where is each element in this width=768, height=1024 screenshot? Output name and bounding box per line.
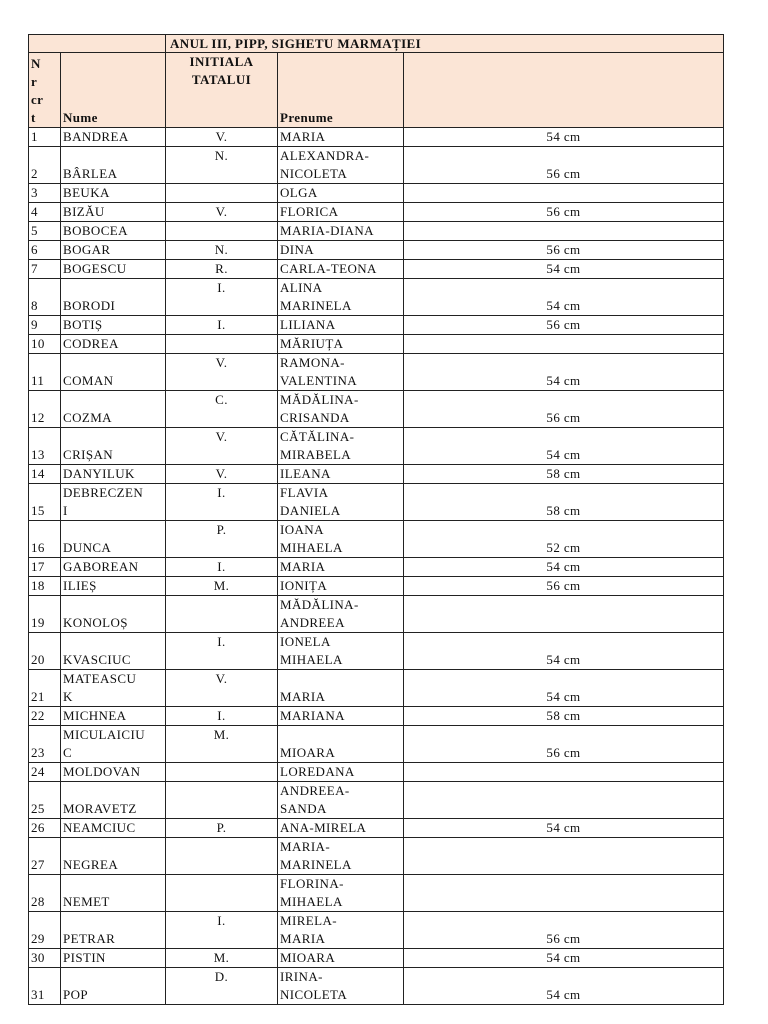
title-spacer — [29, 35, 166, 53]
table-row — [29, 633, 724, 670]
last-name: COZMA — [61, 391, 166, 428]
father-initial — [166, 335, 278, 354]
father-initial: I. — [166, 279, 278, 316]
row-number: 3 — [29, 184, 61, 203]
size-value: 54 cm — [404, 819, 724, 838]
last-name: NEMET — [61, 875, 166, 912]
row-number: 7 — [29, 260, 61, 279]
row-number: 30 — [29, 949, 61, 968]
header-row — [29, 53, 724, 128]
size-value — [404, 335, 724, 354]
father-initial: V. — [166, 354, 278, 391]
size-value: 54 cm — [404, 633, 724, 670]
row-number: 17 — [29, 558, 61, 577]
table-row — [29, 726, 724, 763]
first-name: DINA — [278, 241, 404, 260]
first-name: IONELA MIHAELA — [278, 633, 404, 670]
father-initial: M. — [166, 949, 278, 968]
header-size — [404, 53, 724, 128]
row-number: 25 — [29, 782, 61, 819]
first-name: MĂRIUȚA — [278, 335, 404, 354]
header-nr: N r cr t — [29, 53, 61, 128]
last-name: KONOLOȘ — [61, 596, 166, 633]
first-name: MIRELA- MARIA — [278, 912, 404, 949]
size-value: 54 cm — [404, 558, 724, 577]
header-father-initial: INITIALA TATALUI — [166, 53, 278, 128]
father-initial: I. — [166, 633, 278, 670]
row-number: 5 — [29, 222, 61, 241]
table-row — [29, 596, 724, 633]
table-row — [29, 558, 724, 577]
table-row — [29, 428, 724, 465]
size-value: 56 cm — [404, 241, 724, 260]
size-value: 52 cm — [404, 521, 724, 558]
table-row — [29, 354, 724, 391]
row-number: 22 — [29, 707, 61, 726]
last-name: BOGESCU — [61, 260, 166, 279]
last-name: NEGREA — [61, 838, 166, 875]
father-initial: P. — [166, 819, 278, 838]
last-name: BOTIȘ — [61, 316, 166, 335]
father-initial: M. — [166, 726, 278, 763]
last-name: MATEASCU K — [61, 670, 166, 707]
first-name: OLGA — [278, 184, 404, 203]
first-name: ALINA MARINELA — [278, 279, 404, 316]
row-number: 31 — [29, 968, 61, 1005]
last-name: MICHNEA — [61, 707, 166, 726]
table-row — [29, 875, 724, 912]
last-name: PISTIN — [61, 949, 166, 968]
table-row — [29, 819, 724, 838]
table-row — [29, 203, 724, 222]
row-number: 28 — [29, 875, 61, 912]
first-name: FLORICA — [278, 203, 404, 222]
roster-sheet — [28, 34, 724, 1005]
last-name: BÂRLEA — [61, 147, 166, 184]
father-initial: V. — [166, 465, 278, 484]
last-name: NEAMCIUC — [61, 819, 166, 838]
father-initial: V. — [166, 428, 278, 465]
father-initial: M. — [166, 577, 278, 596]
row-number: 11 — [29, 354, 61, 391]
row-number: 20 — [29, 633, 61, 670]
first-name: MARIA — [278, 670, 404, 707]
first-name: MIOARA — [278, 949, 404, 968]
last-name: ILIEȘ — [61, 577, 166, 596]
father-initial: P. — [166, 521, 278, 558]
row-number: 1 — [29, 128, 61, 147]
father-initial — [166, 596, 278, 633]
row-number: 19 — [29, 596, 61, 633]
size-value: 54 cm — [404, 354, 724, 391]
last-name: BORODI — [61, 279, 166, 316]
table-row — [29, 316, 724, 335]
table-row — [29, 577, 724, 596]
table-row — [29, 335, 724, 354]
size-value — [404, 222, 724, 241]
row-number: 26 — [29, 819, 61, 838]
size-value: 54 cm — [404, 968, 724, 1005]
last-name: MORAVETZ — [61, 782, 166, 819]
first-name: MARIA — [278, 128, 404, 147]
father-initial — [166, 838, 278, 875]
father-initial — [166, 782, 278, 819]
size-value — [404, 875, 724, 912]
size-value: 58 cm — [404, 707, 724, 726]
last-name: POP — [61, 968, 166, 1005]
size-value: 54 cm — [404, 949, 724, 968]
father-initial: C. — [166, 391, 278, 428]
first-name: MARIA-DIANA — [278, 222, 404, 241]
table-row — [29, 279, 724, 316]
first-name: RAMONA- VALENTINA — [278, 354, 404, 391]
table-row — [29, 241, 724, 260]
first-name: FLAVIA DANIELA — [278, 484, 404, 521]
first-name: MARIA- MARINELA — [278, 838, 404, 875]
first-name: MĂDĂLINA- CRISANDA — [278, 391, 404, 428]
first-name: IRINA- NICOLETA — [278, 968, 404, 1005]
table-row — [29, 521, 724, 558]
row-number: 8 — [29, 279, 61, 316]
size-value — [404, 838, 724, 875]
last-name: PETRAR — [61, 912, 166, 949]
row-number: 27 — [29, 838, 61, 875]
last-name: GABOREAN — [61, 558, 166, 577]
roster-table — [28, 34, 724, 1005]
row-number: 29 — [29, 912, 61, 949]
first-name: MARIA — [278, 558, 404, 577]
first-name: IONIȚA — [278, 577, 404, 596]
first-name: ALEXANDRA- NICOLETA — [278, 147, 404, 184]
father-initial — [166, 184, 278, 203]
table-row — [29, 782, 724, 819]
row-number: 9 — [29, 316, 61, 335]
first-name: ANA-MIRELA — [278, 819, 404, 838]
father-initial — [166, 222, 278, 241]
last-name: MICULAICIU C — [61, 726, 166, 763]
table-row — [29, 707, 724, 726]
size-value: 56 cm — [404, 577, 724, 596]
table-row — [29, 391, 724, 428]
last-name: BIZĂU — [61, 203, 166, 222]
father-initial: N. — [166, 147, 278, 184]
table-row — [29, 949, 724, 968]
last-name: CRIȘAN — [61, 428, 166, 465]
first-name: MĂDĂLINA- ANDREEA — [278, 596, 404, 633]
father-initial: V. — [166, 670, 278, 707]
table-row — [29, 763, 724, 782]
row-number: 23 — [29, 726, 61, 763]
first-name: CĂTĂLINA- MIRABELA — [278, 428, 404, 465]
header-first-name: Prenume — [278, 53, 404, 128]
father-initial: I. — [166, 707, 278, 726]
last-name: BOBOCEA — [61, 222, 166, 241]
size-value: 54 cm — [404, 428, 724, 465]
document-title: ANUL III, PIPP, SIGHETU MARMAȚIEI — [166, 35, 724, 53]
father-initial: R. — [166, 260, 278, 279]
father-initial: I. — [166, 484, 278, 521]
last-name: DUNCA — [61, 521, 166, 558]
title-row — [29, 35, 724, 53]
row-number: 6 — [29, 241, 61, 260]
size-value: 56 cm — [404, 726, 724, 763]
father-initial: D. — [166, 968, 278, 1005]
size-value: 56 cm — [404, 147, 724, 184]
father-initial: I. — [166, 912, 278, 949]
table-row — [29, 222, 724, 241]
size-value — [404, 763, 724, 782]
table-row — [29, 465, 724, 484]
father-initial: I. — [166, 558, 278, 577]
last-name: DEBRECZEN I — [61, 484, 166, 521]
first-name: ILEANA — [278, 465, 404, 484]
table-row — [29, 912, 724, 949]
last-name: MOLDOVAN — [61, 763, 166, 782]
table-row — [29, 184, 724, 203]
row-number: 13 — [29, 428, 61, 465]
first-name: IOANA MIHAELA — [278, 521, 404, 558]
table-row — [29, 484, 724, 521]
row-number: 16 — [29, 521, 61, 558]
table-row — [29, 670, 724, 707]
size-value: 56 cm — [404, 203, 724, 222]
row-number: 15 — [29, 484, 61, 521]
first-name: LOREDANA — [278, 763, 404, 782]
size-value — [404, 184, 724, 203]
first-name: LILIANA — [278, 316, 404, 335]
header-name: Nume — [61, 53, 166, 128]
size-value: 54 cm — [404, 128, 724, 147]
table-row — [29, 968, 724, 1005]
size-value: 56 cm — [404, 316, 724, 335]
row-number: 18 — [29, 577, 61, 596]
size-value: 54 cm — [404, 260, 724, 279]
table-row — [29, 128, 724, 147]
last-name: BEUKA — [61, 184, 166, 203]
size-value — [404, 596, 724, 633]
size-value: 54 cm — [404, 279, 724, 316]
size-value: 56 cm — [404, 912, 724, 949]
row-number: 4 — [29, 203, 61, 222]
father-initial — [166, 875, 278, 912]
father-initial: V. — [166, 128, 278, 147]
first-name: MIOARA — [278, 726, 404, 763]
last-name: DANYILUK — [61, 465, 166, 484]
size-value: 58 cm — [404, 465, 724, 484]
first-name: FLORINA- MIHAELA — [278, 875, 404, 912]
father-initial: N. — [166, 241, 278, 260]
father-initial: I. — [166, 316, 278, 335]
last-name: KVASCIUC — [61, 633, 166, 670]
row-number: 24 — [29, 763, 61, 782]
row-number: 12 — [29, 391, 61, 428]
last-name: CODREA — [61, 335, 166, 354]
last-name: BANDREA — [61, 128, 166, 147]
row-number: 10 — [29, 335, 61, 354]
first-name: MARIANA — [278, 707, 404, 726]
size-value: 58 cm — [404, 484, 724, 521]
father-initial — [166, 763, 278, 782]
size-value — [404, 782, 724, 819]
first-name: ANDREEA- SANDA — [278, 782, 404, 819]
row-number: 2 — [29, 147, 61, 184]
table-row — [29, 838, 724, 875]
size-value: 54 cm — [404, 670, 724, 707]
first-name: CARLA-TEONA — [278, 260, 404, 279]
table-row — [29, 147, 724, 184]
father-initial: V. — [166, 203, 278, 222]
last-name: COMAN — [61, 354, 166, 391]
size-value: 56 cm — [404, 391, 724, 428]
row-number: 21 — [29, 670, 61, 707]
last-name: BOGAR — [61, 241, 166, 260]
table-row — [29, 260, 724, 279]
row-number: 14 — [29, 465, 61, 484]
